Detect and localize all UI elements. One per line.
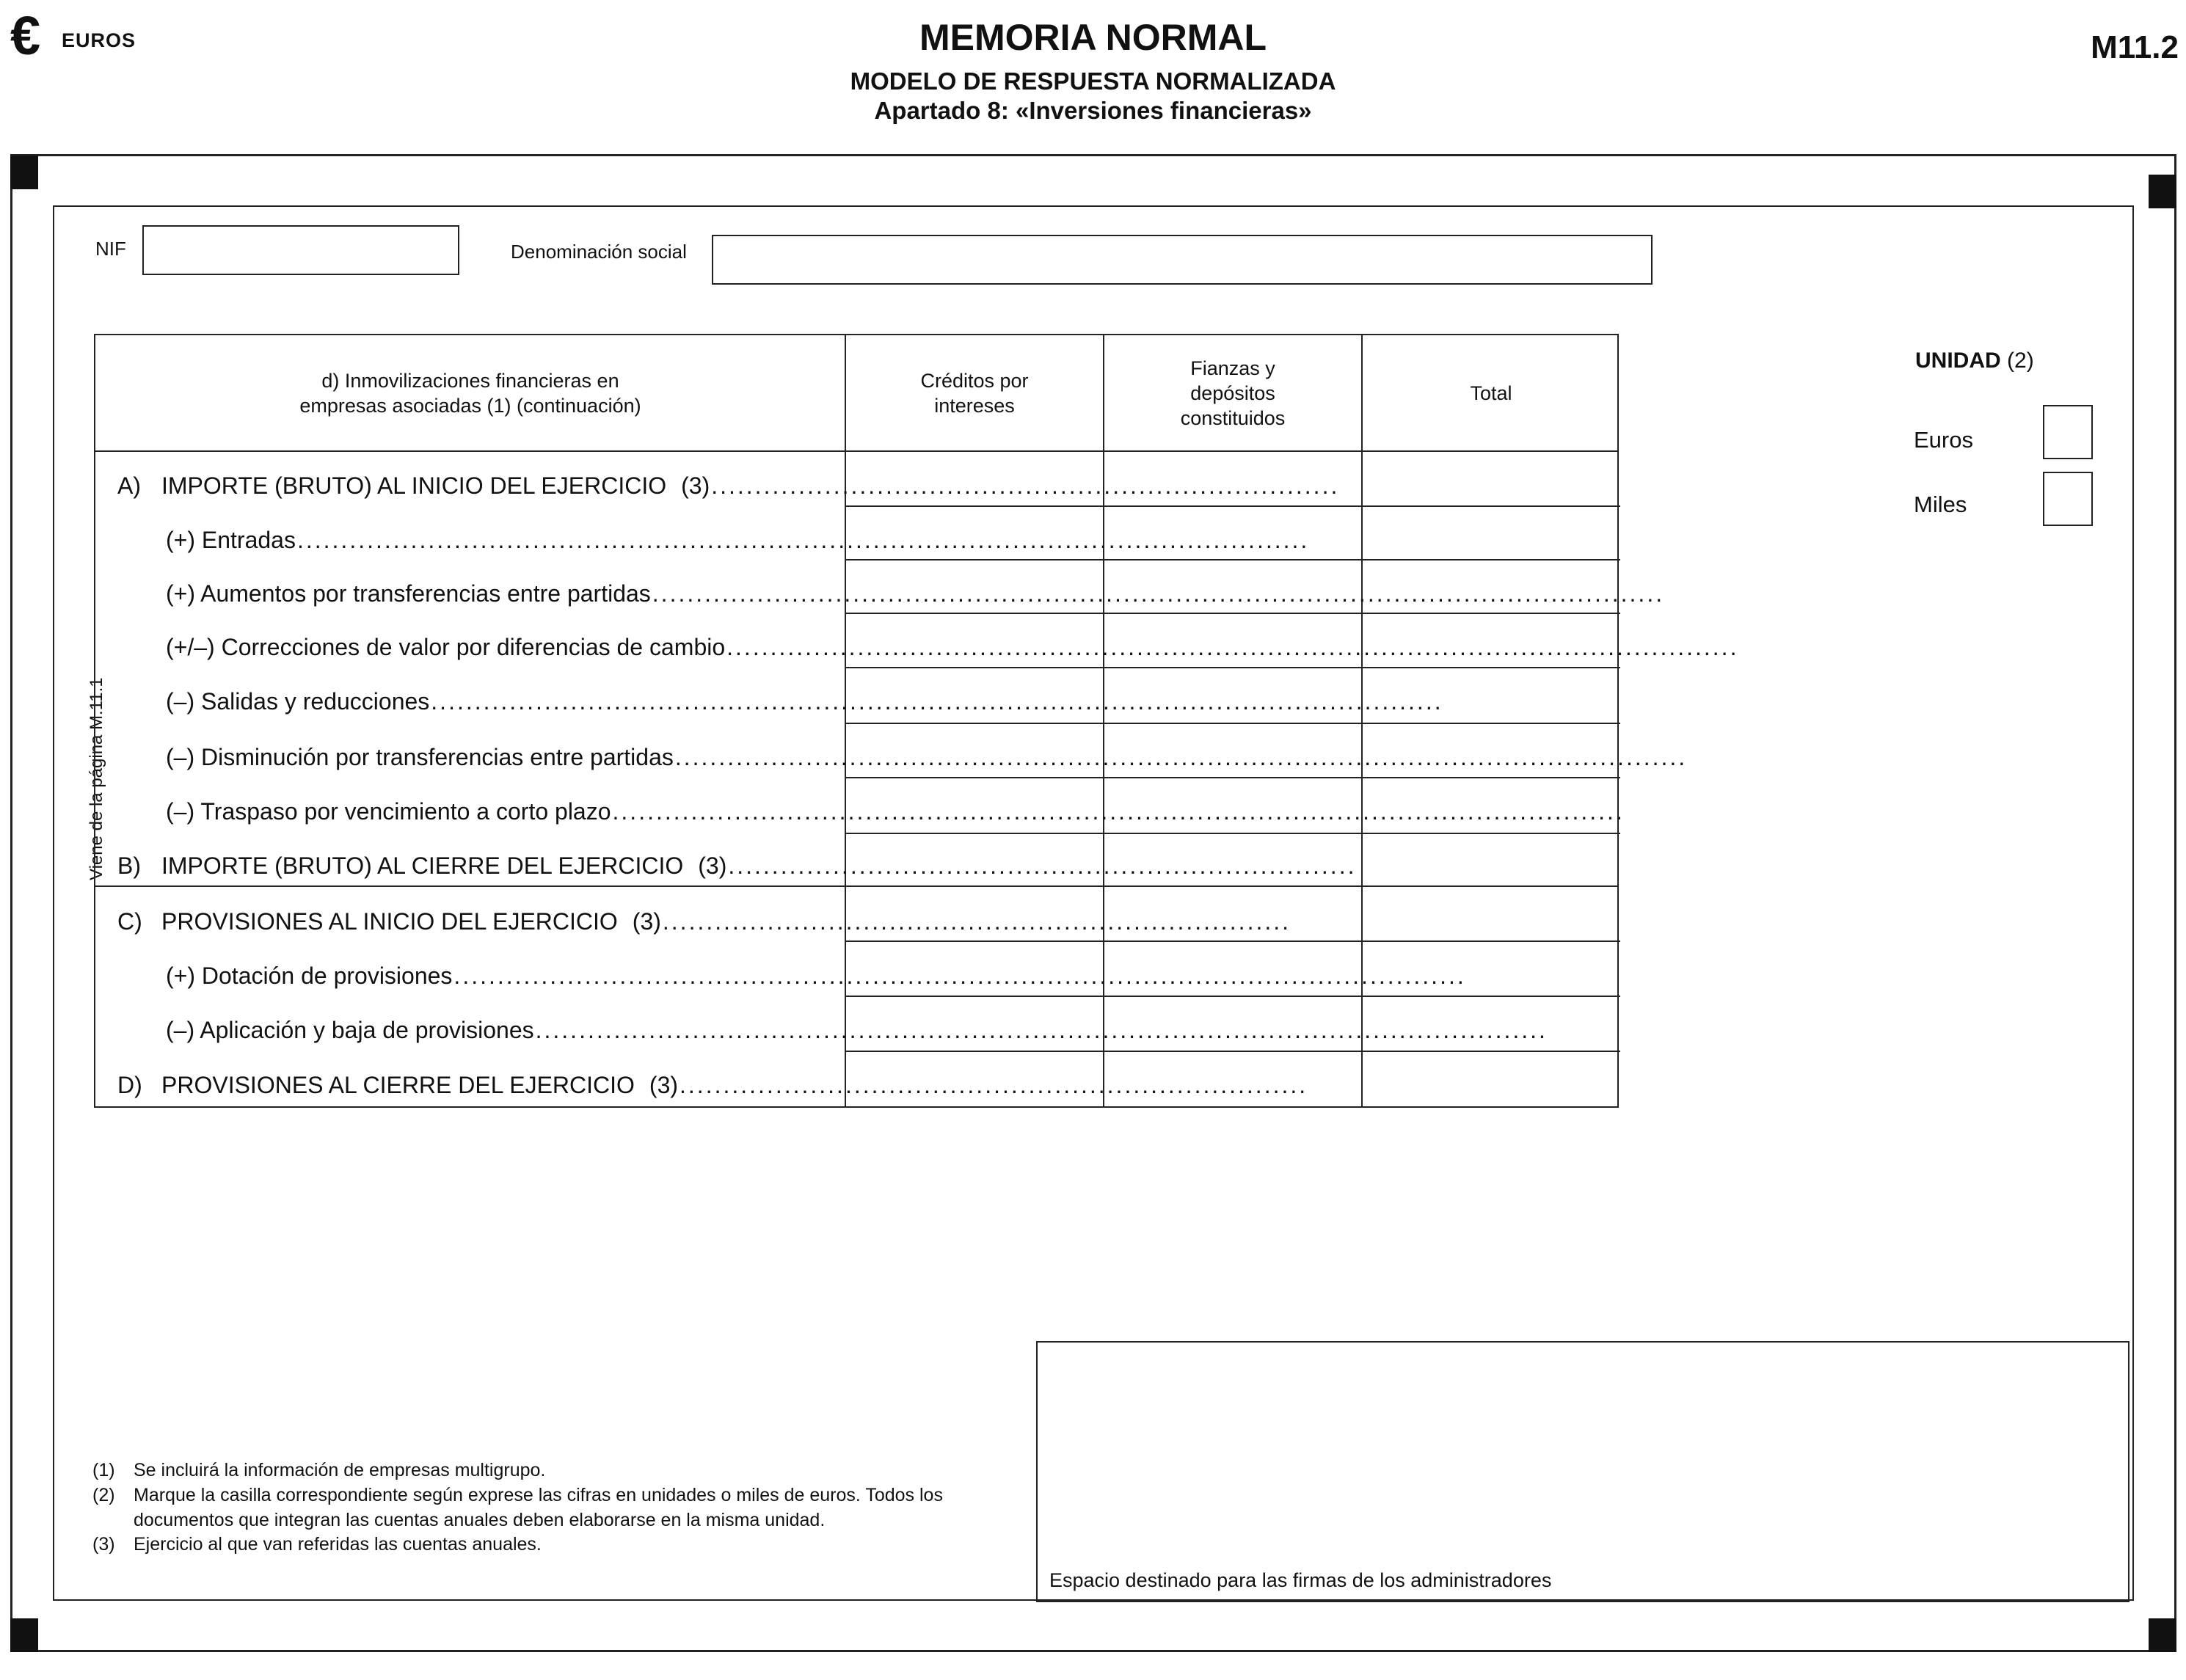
table-row <box>95 777 1625 833</box>
row-ref: (3) <box>649 1072 679 1098</box>
row-divider <box>845 996 1620 997</box>
registration-mark-top-left <box>10 156 38 189</box>
row-divider <box>845 613 1620 614</box>
registration-mark-top-right <box>2149 175 2176 208</box>
table-header-fianzas <box>1104 335 1361 453</box>
leader-dots: ........................................................................ <box>680 1072 1308 1098</box>
table-row <box>95 831 1357 887</box>
row-label: (–) Traspaso por vencimiento a corto plazo <box>166 798 611 825</box>
row-label: (–) Aplicación y baja de provisiones <box>166 1017 534 1043</box>
row-ref: (3) <box>632 908 661 935</box>
leader-dots: ........................................................................ <box>711 472 1340 499</box>
table-row <box>95 887 1291 943</box>
column-header: Créditos por intereses <box>920 370 1029 417</box>
table-header-creditos <box>846 335 1103 453</box>
leader-dots: .................................................................................................................... <box>674 744 1688 770</box>
row-divider <box>845 777 1620 778</box>
footnote <box>92 1483 1010 1533</box>
footnote-text: Marque la casilla correspondiente según exprese las cifras en unidades o miles de euros. Todos los documentos que integran las cuentas anuales deben elaborarse en la misma unidad. <box>134 1484 943 1530</box>
leader-dots: .................................................................................................................... <box>612 798 1625 825</box>
row-letter: B) <box>117 852 141 879</box>
footnote <box>92 1533 1010 1557</box>
row-letter: A) <box>117 472 141 499</box>
row-divider <box>845 833 1620 834</box>
page-subtitle: MODELO DE RESPUESTA NORMALIZADA <box>850 67 1336 95</box>
leader-dots: .................................................................................................................... <box>431 688 1443 715</box>
footnote-number: (3) <box>92 1534 115 1555</box>
unit-title <box>1915 348 2034 373</box>
nif-field[interactable] <box>142 225 459 275</box>
row-label: PROVISIONES AL INICIO DEL EJERCICIO <box>161 908 618 935</box>
row-label: (+) Entradas <box>166 527 296 553</box>
page-title: MEMORIA NORMAL <box>919 17 1267 58</box>
column-header: Fianzas y depósitos constituidos <box>1180 357 1286 429</box>
side-note: Viene de la página M.11.1 <box>87 677 106 880</box>
nif-label: NIF <box>95 238 126 260</box>
row-label: (–) Salidas y reducciones <box>166 688 430 715</box>
signature-label: Espacio destinado para las firmas de los administradores <box>1049 1569 1552 1591</box>
row-label: (+) Aumentos por transferencias entre partidas <box>166 580 651 607</box>
unit-checkbox-miles[interactable] <box>2043 472 2093 526</box>
leader-dots: ........................................................................ <box>728 852 1357 879</box>
table-row <box>95 996 1548 1051</box>
denominacion-field[interactable] <box>712 235 1653 285</box>
footnote-text: Ejercicio al que van referidas las cuentas anuales. <box>134 1534 542 1555</box>
row-divider <box>845 1051 1620 1052</box>
row-divider <box>845 505 1620 507</box>
footnote <box>92 1458 1010 1483</box>
column-header: Total <box>1470 382 1512 405</box>
table-row <box>95 1051 1308 1106</box>
leader-dots: .................................................................................................................... <box>726 634 1739 660</box>
row-label: (+) Dotación de provisiones <box>166 963 453 989</box>
footnote-number: (1) <box>92 1460 115 1480</box>
footnote-number: (2) <box>92 1484 115 1505</box>
page-code: M11.2 <box>2091 29 2179 65</box>
currency-label: EUROS <box>62 29 136 51</box>
row-divider <box>845 723 1620 724</box>
table-row <box>95 667 1443 723</box>
table-row <box>95 723 1688 778</box>
euro-icon: € <box>10 5 41 66</box>
row-ref: (3) <box>698 852 727 879</box>
registration-mark-bottom-left <box>10 1618 38 1652</box>
unit-checkbox-euros[interactable] <box>2043 405 2093 459</box>
row-label: IMPORTE (BRUTO) AL CIERRE DEL EJERCICIO <box>161 852 684 879</box>
row-divider <box>845 941 1620 942</box>
leader-dots: .................................................................................................................... <box>535 1017 1548 1043</box>
table-row <box>95 505 1310 561</box>
table-header-description <box>95 335 845 453</box>
registration-mark-bottom-right <box>2149 1618 2176 1652</box>
signature-area[interactable] <box>1036 1341 2129 1602</box>
table-row <box>95 613 1739 668</box>
leader-dots: .................................................................................................................... <box>453 963 1466 989</box>
unit-option-label-miles: Miles <box>1914 492 1967 517</box>
row-label: (+/–) Correcciones de valor por diferencias de cambio <box>166 634 726 660</box>
unit-title-ref: (2) <box>2007 348 2034 373</box>
investments-table <box>94 334 1739 1108</box>
header-description-text: d) Inmovilizaciones financieras en empresas asociadas (1) (continuación) <box>299 370 641 417</box>
row-ref: (3) <box>681 472 710 499</box>
row-divider <box>845 559 1620 560</box>
leader-dots: .................................................................................................................... <box>652 580 1665 607</box>
row-letter: C) <box>117 908 142 935</box>
table-row <box>95 559 1665 615</box>
table-row <box>95 941 1466 997</box>
row-label: PROVISIONES AL CIERRE DEL EJERCICIO <box>161 1072 635 1098</box>
table-header-total <box>1363 335 1620 453</box>
leader-dots: ........................................................................ <box>662 908 1291 935</box>
row-label: IMPORTE (BRUTO) AL INICIO DEL EJERCICIO <box>161 472 667 499</box>
section-title: Apartado 8: «Inversiones financieras» <box>874 97 1312 124</box>
unit-title-label: UNIDAD <box>1915 348 2001 373</box>
denominacion-label: Denominación social <box>511 241 687 263</box>
row-letter: D) <box>117 1072 142 1098</box>
table-row <box>95 451 1340 507</box>
row-divider <box>845 667 1620 668</box>
footnote-text: Se incluirá la información de empresas multigrupo. <box>134 1460 546 1480</box>
leader-dots: .................................................................................................................... <box>296 527 1310 553</box>
unit-option-label-euros: Euros <box>1914 427 1973 453</box>
footnotes <box>92 1458 1010 1557</box>
row-label: (–) Disminución por transferencias entre partidas <box>166 744 674 770</box>
